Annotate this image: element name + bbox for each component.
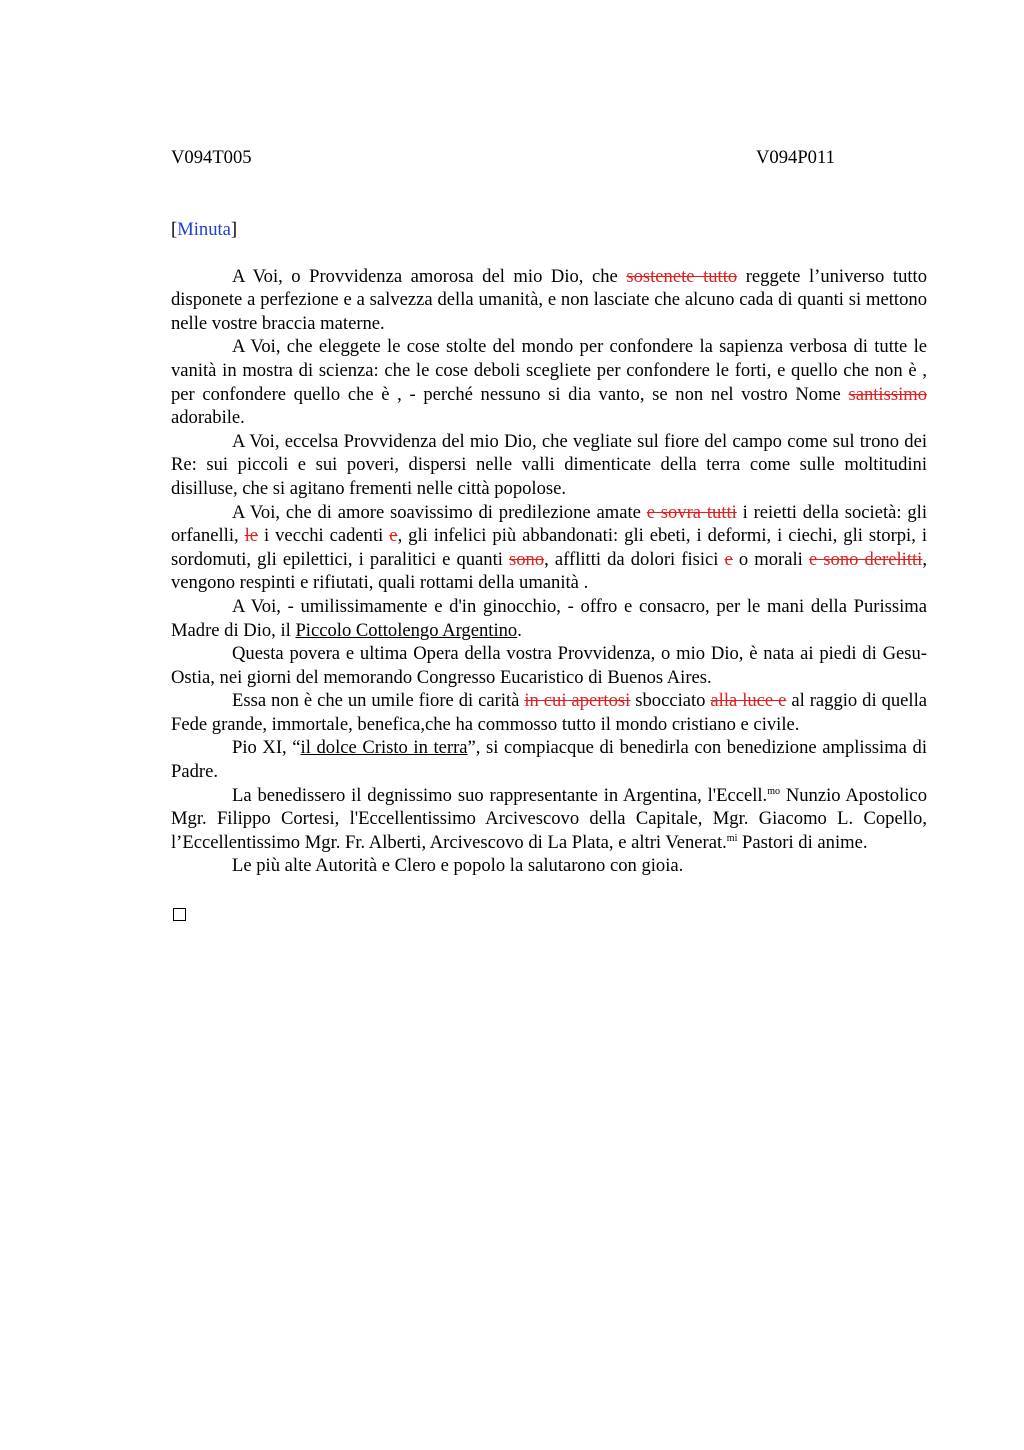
paragraph-1 — [171, 265, 927, 336]
document-body — [171, 265, 927, 878]
paragraph-6 — [171, 642, 927, 689]
paragraph-5 — [171, 595, 927, 642]
text-segment: reggete l’universo tutto disponete a perfezione e a salvezza della umanità, e non lasciate che alcuno cada di quanti si mettono nelle vostre braccia materne. — [171, 265, 927, 334]
text-segment: A Voi, - umilissimamente e d'in ginocchio, - offro e consacro, per le mani della Purissima Madre di Dio, il — [171, 595, 927, 641]
deleted-text: e sovra tutti — [646, 501, 737, 523]
deleted-text: le — [244, 525, 259, 547]
document-page — [171, 146, 927, 921]
deleted-text: alla luce e — [710, 690, 787, 712]
text-segment: sbocciato — [630, 690, 711, 712]
text-segment: i vecchi cadenti — [258, 525, 390, 547]
deleted-text: e — [389, 525, 398, 547]
text-segment: ”, si compiacque di benedirla con benedizione amplissima di Padre. — [171, 737, 927, 783]
underlined-text: il dolce Cristo in terra — [300, 737, 468, 759]
superscript: mi — [726, 832, 738, 844]
paragraph-2 — [171, 335, 927, 429]
text-segment: o morali — [732, 548, 809, 570]
paragraph-10 — [171, 854, 927, 878]
minuta-label — [171, 218, 927, 242]
superscript: mo — [767, 785, 780, 797]
deleted-text: sostenete tutto — [626, 265, 738, 287]
text-segment: A Voi, eccelsa Provvidenza del mio Dio, che vegliate sul fiore del campo come sul trono dei Re: sui piccoli e sui poveri, dispersi nelle valli dimenticate della terra come sulle moltitudini disilluse, che si agitano frementi nelle città popolose. — [171, 430, 927, 499]
text-segment: i reietti della società: gli orfanelli, — [171, 501, 927, 547]
text-segment: Nunzio Apostolico Mgr. Filippo Cortesi, l'Eccellentissimo Arcivescovo della Capitale, Mgr. Giacomo L. Copello, l’Eccellentissimo Mgr. Fr. Alberti, Arcivescovo di La Plata, e altri Venerat. — [171, 784, 927, 853]
document-header — [171, 146, 927, 170]
text-segment: , gli infelici più abbandonati: gli ebeti, i deformi, i ciechi, gli storpi, i sordomuti, gli epilettici, i paralitici e quanti — [171, 525, 928, 570]
text-segment: La benedissero il degnissimo suo rappresentante in Argentina, l'Eccell. — [232, 784, 768, 806]
text-segment: A Voi, che eleggete le cose stolte del mondo per confondere la sapienza verbosa di tutte le vanità in mostra di scienza: che le cose deboli scegliete per confondere le forti, e quello che non è , per confondere quello che è , - perché nessuno si dia vanto, se non nel vostro Nome — [171, 336, 927, 405]
text-segment: , vengono respinti e rifiutati, quali rottami della umanità . — [171, 548, 927, 594]
text-segment: Questa povera e ultima Opera della vostra Provvidenza, o mio Dio, è nata ai piedi di Gesu-Ostia, nei giorni del memorando Congresso Eucaristico di Buenos Aires. — [171, 643, 927, 688]
paragraph-9 — [171, 784, 927, 855]
text-segment: al raggio di quella Fede grande, immortale, benefica,che ha commosso tutto il mondo cristiano e civile. — [171, 690, 927, 735]
text-segment: A Voi, che di amore soavissimo di predilezione amate — [232, 501, 647, 523]
deleted-text: santissimo — [848, 383, 927, 405]
square-box-icon — [173, 908, 186, 921]
text-segment: Pio XI, “ — [232, 737, 301, 759]
document-code-left: V094T005 — [171, 147, 252, 168]
text-segment: , afflitti da dolori fisici — [544, 548, 725, 570]
deleted-text: e sono derelitti — [808, 548, 923, 570]
underlined-text: Piccolo Cottolengo Argentino — [295, 619, 518, 641]
paragraph-8 — [171, 736, 927, 783]
label-open-bracket: [ — [171, 219, 178, 240]
label-close-bracket: ] — [230, 219, 238, 240]
text-segment: Pastori di anime. — [737, 831, 868, 853]
text-segment: . — [517, 619, 522, 641]
text-segment: Essa non è che un umile fiore di carità — [232, 690, 525, 712]
paragraph-4 — [171, 501, 927, 595]
minuta-link[interactable]: Minuta — [177, 219, 231, 240]
text-segment: A Voi, o Provvidenza amorosa del mio Dio, che — [232, 265, 627, 287]
text-segment: Le più alte Autorità e Clero e popolo la salutarono con gioia. — [232, 855, 684, 877]
paragraph-3 — [171, 430, 927, 501]
deleted-text: sono — [509, 548, 545, 570]
paragraph-7 — [171, 689, 927, 736]
text-segment: adorabile. — [171, 407, 245, 429]
document-code-right: V094P011 — [756, 147, 835, 168]
deleted-text: in cui apertosi — [524, 690, 631, 712]
deleted-text: e — [724, 548, 733, 570]
